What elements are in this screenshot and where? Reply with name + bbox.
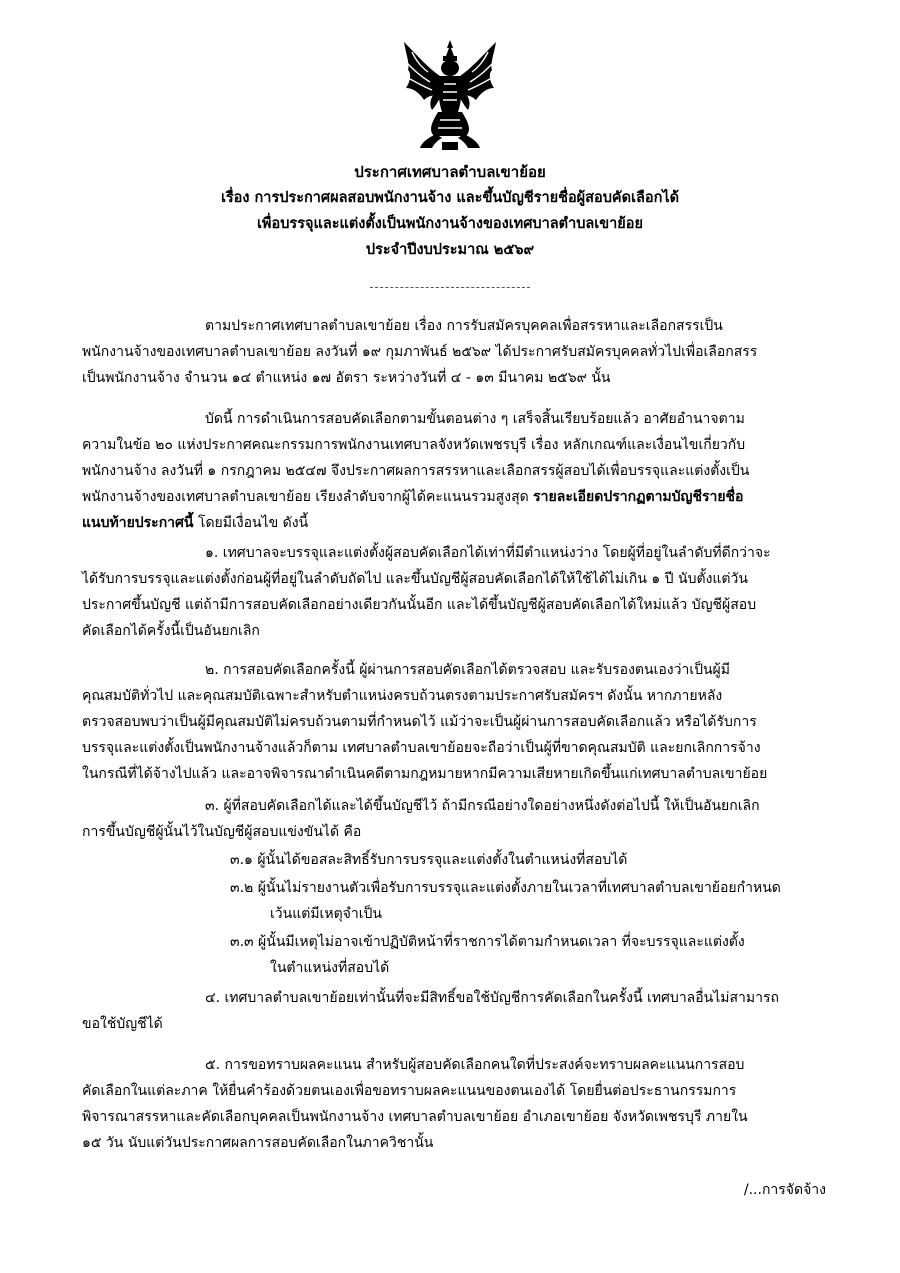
item-2-line: ตรวจสอบพบว่าเป็นผู้มีคุณสมบัติไม่ครบถ้วนตามที่กำหนดไว้ แม้ว่าจะเป็นผู้ผ่านการสอบคัดเลือกแล้ว หรือได้รับการ bbox=[82, 714, 757, 730]
garuda-emblem-icon bbox=[398, 38, 502, 152]
body-emphasis: รายละเอียดปรากฏตามบัญชีรายชื่อ bbox=[533, 489, 744, 505]
item-3-2-line: ๓.๒ ผู้นั้นไม่รายงานตัวเพื่อรับการบรรจุและแต่งตั้งภายในเวลาที่เทศบาลตำบลเขาย้อยกำหนด bbox=[230, 880, 781, 896]
item-3-1-line: ๓.๑ ผู้นั้นได้ขอสละสิทธิ์รับการบรรจุและแต่งตั้งในตำแหน่งที่สอบได้ bbox=[230, 852, 628, 868]
item-3-3-line: ในตำแหน่งที่สอบได้ bbox=[270, 960, 390, 976]
item-3-line: ๓. ผู้ที่สอบคัดเลือกได้และได้ขึ้นบัญชีไว้ ถ้ามีกรณีอย่างใดอย่างหนึ่งดังต่อไปนี้ ให้เป็นอันยกเลิก bbox=[205, 798, 760, 814]
announcement-title: ประกาศเทศบาลตำบลเขาย้อย bbox=[354, 163, 546, 181]
body-line bbox=[82, 487, 743, 507]
item-2-line: บรรจุและแต่งตั้งเป็นพนักงานจ้างแล้วก็ตาม เทศบาลตำบลเขาย้อยจะถือว่าเป็นผู้ที่ขาดคุณสมบัติ และยกเลิกการจ้าง bbox=[82, 740, 761, 756]
body-line: พนักงานจ้าง ลงวันที่ ๑ กรกฎาคม ๒๕๔๗ จึงประกาศผลการสรรหาและเลือกสรรผู้สอบได้เพื่อบรรจุและแต่งตั้งเป็น bbox=[82, 463, 750, 479]
item-5-line: ๕. การขอทราบผลคะแนน สำหรับผู้สอบคัดเลือกคนใดที่ประสงค์จะทราบผลคะแนนการสอบ bbox=[205, 1057, 745, 1073]
item-5-line: พิจารณาสรรหาและคัดเลือกบุคคลเป็นพนักงานจ้าง เทศบาลตำบลเขาย้อย อำเภอเขาย้อย จังหวัดเพชรบุรี ภายใน bbox=[82, 1109, 748, 1125]
body-emphasis: แนบท้ายประกาศนี้ bbox=[82, 515, 194, 531]
item-5-line: คัดเลือกในแต่ละภาค ให้ยื่นคำร้องด้วยตนเองเพื่อขอทราบผลคะแนนของตนเองได้ โดยยื่นต่อประธานกรรมการ bbox=[82, 1083, 737, 1099]
header-divider bbox=[370, 287, 530, 288]
intro-line: ตามประกาศเทศบาลตำบลเขาย้อย เรื่อง การรับสมัครบุคคลเพื่อสรรหาและเลือกสรรเป็น bbox=[205, 318, 723, 334]
item-2-line: ๒. การสอบคัดเลือกครั้งนี้ ผู้ผ่านการสอบคัดเลือกได้ตรวจสอบ และรับรองตนเองว่าเป็นผู้มี bbox=[205, 662, 730, 678]
item-3-3-line: ๓.๓ ผู้นั้นมีเหตุไม่อาจเข้าปฏิบัติหน้าที่ราชการได้ตามกำหนดเวลา ที่จะบรรจุและแต่งตั้ง bbox=[230, 934, 745, 950]
body-text: พนักงานจ้างของเทศบาลตำบลเขาย้อย เรียงลำดับจากผู้ได้คะแนนรวมสูงสุด bbox=[82, 489, 534, 505]
item-1-line: ๑. เทศบาลจะบรรจุและแต่งตั้งผู้สอบคัดเลือกได้เท่าที่มีตำแหน่งว่าง โดยผู้ที่อยู่ในลำดับที่ดีกว่าจะ bbox=[205, 545, 771, 561]
item-1-line: ได้รับการบรรจุและแต่งตั้งก่อนผู้ที่อยู่ในลำดับถัดไป และขึ้นบัญชีผู้สอบคัดเลือกได้ให้ใช้ได้ไม่เกิน ๑ ปี นับตั้งแต่วัน bbox=[82, 571, 748, 587]
item-1-line: คัดเลือกได้ครั้งนี้เป็นอันยกเลิก bbox=[82, 623, 260, 639]
body-line: บัดนี้ การดำเนินการสอบคัดเลือกตามขั้นตอนต่าง ๆ เสร็จสิ้นเรียบร้อยแล้ว อาศัยอำนาจตาม bbox=[205, 411, 745, 427]
intro-line: เป็นพนักงานจ้าง จำนวน ๑๔ ตำแหน่ง ๑๗ อัตรา ระหว่างวันที่ ๔ - ๑๓ มีนาคม ๒๕๖๙ นั้น bbox=[82, 370, 611, 386]
item-1-line: ประกาศขึ้นบัญชี แต่ถ้ามีการสอบคัดเลือกอย่างเดียวกันนั้นอีก และได้ขึ้นบัญชีผู้สอบคัดเลือกได้ใหม่แล้ว บัญชีผู้สอบ bbox=[82, 597, 757, 613]
item-5-line: ๑๕ วัน นับแต่วันประกาศผลการสอบคัดเลือกในภาควิชานั้น bbox=[82, 1135, 434, 1151]
item-3-2-line: เว้นแต่มีเหตุจำเป็น bbox=[270, 906, 382, 922]
body-text: โดยมีเงื่อนไข ดังนี้ bbox=[193, 515, 309, 531]
item-2-line: คุณสมบัติทั่วไป และคุณสมบัติเฉพาะสำหรับตำแหน่งครบถ้วนตรงตามประกาศรับสมัครฯ ดังนั้น หากภายหลัง bbox=[82, 688, 723, 704]
item-2-line: ในกรณีที่ได้จ้างไปแล้ว และอาจพิจารณาดำเนินคดีตามกฎหมายหากมีความเสียหายเกิดขึ้นแก่เทศบาลตำบลเขาย้อย bbox=[82, 766, 768, 782]
continuation-note: /...การจัดจ้าง bbox=[743, 1182, 826, 1198]
subject-line-3: ประจำปีงบประมาณ ๒๕๖๙ bbox=[365, 242, 535, 258]
body-line: ความในข้อ ๒๐ แห่งประกาศคณะกรรมการพนักงานเทศบาลจังหวัดเพชรบุรี เรื่อง หลักเกณฑ์และเงื่อนไขเกี่ยวกับ bbox=[82, 437, 746, 453]
body-line bbox=[82, 513, 308, 533]
subject-line-1: เรื่อง การประกาศผลสอบพนักงานจ้าง และขึ้นบัญชีรายชื่อผู้สอบคัดเลือกได้ bbox=[220, 190, 680, 206]
subject-line-2: เพื่อบรรจุและแต่งตั้งเป็นพนักงานจ้างของเทศบาลตำบลเขาย้อย bbox=[256, 216, 644, 232]
item-3-line: การขึ้นบัญชีผู้นั้นไว้ในบัญชีผู้สอบแข่งขันได้ คือ bbox=[82, 824, 362, 840]
intro-line: พนักงานจ้างของเทศบาลตำบลเขาย้อย ลงวันที่ ๑๙ กุมภาพันธ์ ๒๕๖๙ ได้ประกาศรับสมัครบุคคลทั่วไปเพื่อเลือกสรร bbox=[82, 344, 758, 360]
item-4-line: ๔. เทศบาลตำบลเขาย้อยเท่านั้นที่จะมีสิทธิ์ขอใช้บัญชีการคัดเลือกในครั้งนี้ เทศบาลอื่นไม่สามารถ bbox=[205, 990, 779, 1006]
item-4-line: ขอใช้บัญชีได้ bbox=[82, 1016, 163, 1032]
